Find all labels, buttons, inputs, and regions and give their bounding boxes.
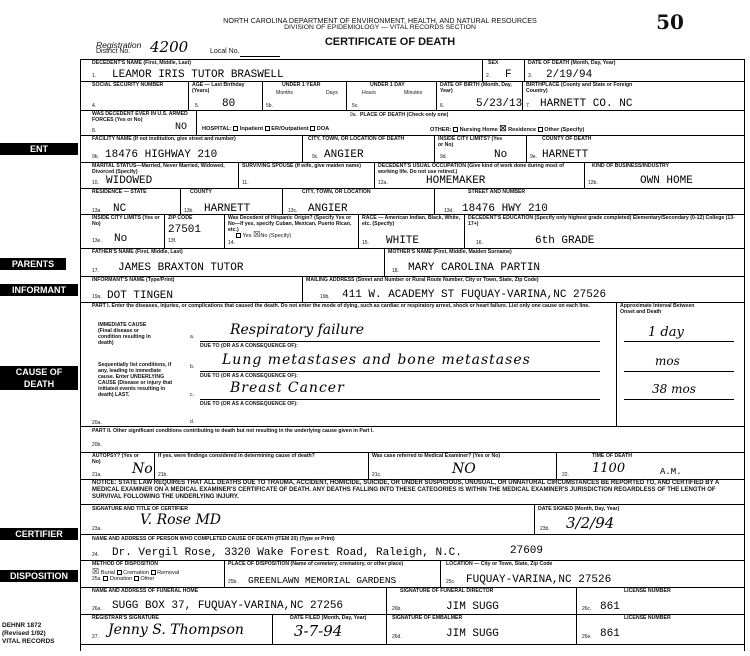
- armed-forces-label: WAS DECEDENT EVER IN U.S. ARMED FORCES (Yes or No): [92, 111, 188, 123]
- item-10-num: 10.: [92, 180, 99, 186]
- item-c-num: c.: [190, 392, 194, 398]
- race-label: RACE — American Indian, Black, White, etc. (Specify): [362, 215, 461, 227]
- education-label: DECEDENT'S EDUCATION (Specify only highest grade completed) Elementary/Secondary (0-12) College (13-17+): [468, 215, 735, 227]
- inside-city-res-value: No: [114, 233, 128, 245]
- item-2-num: 2.: [486, 73, 491, 79]
- license-value: 861: [600, 601, 620, 613]
- autopsy-value: No: [132, 461, 153, 477]
- time-of-death-label: TIME OF DEATH: [592, 453, 632, 459]
- doa-label: DOA: [316, 126, 330, 132]
- item-23b-num: 23b.: [540, 526, 550, 532]
- place-of-death-label: PLACE OF DEATH (Check only one): [360, 112, 449, 118]
- industry-value: OWN HOME: [640, 175, 693, 187]
- date-of-death: 2/19/94: [546, 69, 593, 81]
- item-16-num: 16.: [476, 240, 483, 246]
- item-24-num: 24.: [92, 552, 99, 558]
- method-label: METHOD OF DISPOSITION: [92, 561, 158, 567]
- license-label: LICENSE NUMBER: [624, 588, 671, 594]
- marital-label: MARITAL STATUS—Married, Never Married, Widowed, Divorced (Specify): [92, 163, 225, 175]
- hispanic-no-label: No: [260, 233, 268, 239]
- director-label: SIGNATURE OF FUNERAL DIRECTOR: [400, 588, 494, 594]
- zip-label: ZIP CODE: [168, 215, 193, 221]
- education-value: 6th GRADE: [535, 235, 595, 247]
- registration-label: Registration: [96, 40, 142, 50]
- date-filed: 3-7-94: [294, 622, 343, 640]
- agency-name: NORTH CAROLINA DEPARTMENT OF ENVIRONMENT, HEALTH, AND NATURAL RESOURCES: [223, 16, 537, 25]
- res-county-value: HARNETT: [204, 203, 251, 215]
- tab-parents: PARENTS: [0, 258, 66, 270]
- hispanic-yes-label: Yes: [242, 233, 252, 239]
- informant-address-label: MAILING ADDRESS (Street and Number or Rural Route Number, City or Town, State, Zip Code): [306, 277, 539, 283]
- item-22-num: 22.: [562, 472, 569, 478]
- birthplace-label: BIRTHPLACE (County and State or Foreign Country): [526, 82, 633, 94]
- other-disposition-label: Other: [140, 576, 155, 582]
- informant-name-label: INFORMANT'S NAME (Type/Print): [92, 277, 175, 283]
- sex-label: SEX: [488, 60, 499, 66]
- removal-label: Removal: [157, 570, 180, 576]
- cause-a-interval: 1 day: [648, 325, 684, 340]
- hispanic-options: [236, 232, 291, 239]
- inpatient-label: Inpatient: [239, 126, 264, 132]
- item-12a-num: 12a.: [378, 180, 388, 186]
- res-state-label: RESIDENCE — STATE: [92, 189, 147, 195]
- industry-label: KIND OF BUSINESS/INDUSTRY: [592, 163, 670, 169]
- father-value: JAMES BRAXTON TUTOR: [118, 262, 244, 274]
- item-5c-num: 5c.: [352, 103, 359, 109]
- occupation-value: HOMEMAKER: [426, 175, 486, 187]
- item-23a-num: 23a.: [92, 526, 102, 532]
- hours-label: Hours: [362, 90, 376, 96]
- res-city-label: CITY, TOWN, OR LOCATION: [302, 189, 371, 195]
- county-of-death-label: COUNTY OF DEATH: [542, 136, 592, 142]
- spouse-label: SURVIVING SPOUSE (If wife, give maiden name): [242, 163, 361, 169]
- part2-label: PART II. Other significant conditions contributing to death but not resulting in the underlying cause given in Part I.: [92, 428, 374, 434]
- age-value: 80: [222, 98, 236, 110]
- item-13d-num: 13d.: [444, 208, 454, 214]
- due-to-b: DUE TO (OR AS A CONSEQUENCE OF):: [200, 373, 298, 379]
- local-label: Local No.: [210, 48, 240, 55]
- other-specify-label: Other (Specify): [544, 127, 585, 133]
- item-b-num: b.: [190, 364, 195, 370]
- item-12b-num: 12b.: [588, 180, 598, 186]
- certifier-signature-label: SIGNATURE AND TITLE OF CERTIFIER: [92, 506, 188, 512]
- res-state-value: NC: [113, 203, 127, 215]
- birthplace-value: HARNETT CO. NC: [540, 98, 633, 110]
- district-label: District No.: [96, 48, 131, 55]
- tab-cause-text: CAUSE OF DEATH: [15, 367, 63, 389]
- nursing-home-checkbox[interactable]: [453, 127, 458, 132]
- item-9d-num: 9d.: [440, 154, 447, 160]
- cremation-checkbox[interactable]: [117, 570, 122, 575]
- registrar-label: REGISTRAR'S SIGNATURE: [92, 615, 159, 621]
- item-3-num: 3.: [528, 73, 533, 79]
- sex-value: F: [505, 69, 512, 81]
- er-label: ER/Outpatient: [271, 126, 309, 132]
- mother-label: MOTHER'S NAME (First, Middle, Maiden Surname): [388, 249, 512, 255]
- item-13b-num: 13b.: [184, 208, 194, 214]
- location-value: FUQUAY-VARINA,NC 27526: [466, 574, 612, 586]
- item-d-num: d.: [190, 419, 195, 425]
- due-to-c: DUE TO (OR AS A CONSEQUENCE OF):: [200, 401, 298, 407]
- item-11-num: 11.: [242, 180, 249, 186]
- street-label: STREET AND NUMBER: [468, 189, 526, 195]
- donation-checkbox[interactable]: [103, 576, 108, 581]
- informant-address: 411 W. ACADEMY ST FUQUAY-VARINA,NC 27526: [342, 289, 607, 301]
- immediate-cause-label: IMMEDIATE CAUSE (Final disease or condition resulting in death): [98, 322, 151, 346]
- er-checkbox[interactable]: [265, 126, 270, 131]
- certifier-signature: V. Rose MD: [140, 512, 222, 528]
- hispanic-yes-checkbox[interactable]: [236, 233, 241, 238]
- inside-city-value: No: [494, 149, 508, 161]
- item-9a-num: 9a.: [350, 112, 357, 118]
- item-8-num: 8.: [92, 128, 97, 134]
- months-label: Months: [276, 90, 294, 96]
- father-label: FATHER'S NAME (First, Middle, Last): [92, 249, 183, 255]
- item-9e-num: 9e.: [530, 154, 537, 160]
- method-options-2: 25a. Donation Other: [92, 576, 155, 582]
- item-7-num: 7.: [526, 103, 531, 109]
- race-value: WHITE: [386, 235, 420, 247]
- item-19b-num: 19b.: [320, 294, 330, 300]
- street-value: 18476 HWY 210: [462, 203, 548, 215]
- doa-checkbox[interactable]: [310, 126, 315, 131]
- findings-label: If yes, were findings considered in determining cause of death?: [158, 453, 315, 459]
- item-20b-num: 20b.: [92, 442, 102, 448]
- interval-label: Approximate Interval Between Onset and Death: [620, 303, 695, 315]
- inside-city-label: INSIDE CITY LIMITS? (Yes or No): [438, 136, 503, 148]
- item-19a-num: 19a.: [92, 294, 102, 300]
- cremation-label: Cremation: [123, 570, 149, 576]
- embalmer-label: SIGNATURE OF EMBALMER: [392, 615, 463, 621]
- sequential-label: Sequentially list conditions, if any, leading to immediate cause. Enter UNDERLYING CAUSE (Disease or injury that initiated events resulting in death) LAST.: [98, 362, 173, 398]
- under-1-year-label: UNDER 1 YEAR: [282, 82, 321, 88]
- item-6-num: 6.: [440, 103, 445, 109]
- me-label: Was case referred to Medical Examiner? (Yes or No): [372, 453, 501, 459]
- city-of-death-label: CITY, TOWN, OR LOCATION OF DEATH: [308, 136, 405, 142]
- time-suffix: A.M.: [660, 467, 682, 477]
- date-signed-label: DATE SIGNED (Month, Day, Year): [538, 506, 620, 512]
- residence-checkbox-checked[interactable]: ☒: [499, 124, 507, 133]
- place-label: PLACE OF DISPOSITION (Name of cemetery, crematory, or other place): [228, 561, 404, 567]
- burial-label: Burial: [100, 570, 116, 576]
- under-1-day-label: UNDER 1 DAY: [370, 82, 405, 88]
- dob-value: 5/23/13: [476, 98, 523, 110]
- name-address-value: Dr. Vergil Rose, 3320 Wake Forest Road, Raleigh, N.C.: [112, 547, 462, 559]
- cause-a: Respiratory failure: [230, 322, 365, 338]
- notice-text: NOTICE: STATE LAW REQUIRES THAT ALL DEATHS DUE TO TRAUMA, ACCIDENT, HOMICIDE, SUICIDE, OR UNDER SUSPICIOUS, UNUSUAL, OR UNNATURAL CIRCUMSTANCES BE REPORTED TO, AND CERTIFIED BY A MEDICAL EXAMINER ON A MEDICAL EXAMINER'S CERTIFICATE OF DEATH. ANY DEATHS FALLING INTO THESE CATEGORIES IS WITHIN THE MEDICAL EXAMINER'S JURISDICTION REGARDLESS OF THE LENGTH OF SURVIVAL FOLLOWING THE UNDERLYING INJURY.: [92, 480, 720, 500]
- due-to-a: DUE TO (OR AS A CONSEQUENCE OF):: [200, 343, 298, 349]
- tab-disposition: DISPOSITION: [0, 570, 78, 582]
- license2-value: 861: [600, 628, 620, 640]
- director-value: JIM SUGG: [446, 601, 499, 613]
- tab-cause-of-death: [0, 366, 78, 390]
- item-1-num: 1.: [92, 73, 97, 79]
- item-26c-num: 26c.: [582, 606, 592, 612]
- cause-b-interval: mos: [655, 354, 680, 368]
- item-26e-num: 26e.: [582, 634, 592, 640]
- item-13a-num: 13a.: [92, 208, 102, 214]
- embalmer-value: JIM SUGG: [446, 628, 499, 640]
- item-4-num: 4.: [92, 103, 97, 109]
- division-name: DIVISION OF EPIDEMIOLOGY — VITAL RECORDS SECTION: [284, 24, 476, 31]
- hospital-label: [202, 126, 329, 132]
- other-disposition-checkbox[interactable]: [134, 576, 139, 581]
- cause-c-interval: 38 mos: [652, 382, 696, 396]
- me-value: NO: [452, 461, 476, 477]
- form-vital: VITAL RECORDS: [2, 638, 55, 645]
- item-26d-num: 26d.: [392, 634, 402, 640]
- cause-c: Breast Cancer: [230, 380, 345, 396]
- tab-certifier: CERTIFIER: [0, 528, 78, 540]
- funeral-home-value: SUGG BOX 37, FUQUAY-VARINA,NC 27256: [112, 600, 344, 612]
- date-filed-label: DATE FILED (Month, Day, Year): [290, 615, 367, 621]
- mother-value: MARY CAROLINA PARTIN: [408, 262, 541, 274]
- hispanic-label: Was Decedent of Hispanic Origin? (Specify Yes or No—If yes, specify Cuban, Mexican, Puerto Rican, etc.): [228, 215, 352, 233]
- item-21b-num: 21b.: [158, 472, 168, 478]
- item-9b-num: 9b.: [92, 154, 99, 160]
- days-label: Days: [326, 90, 338, 96]
- time-of-death: 1100: [592, 461, 626, 476]
- marital-value: WIDOWED: [106, 175, 153, 187]
- item-14-num: 14.: [228, 240, 235, 246]
- facility-label: FACILITY NAME (If not institution, give street and number): [92, 136, 236, 142]
- item-5b-num: 5b.: [266, 103, 273, 109]
- name-address-label: NAME AND ADDRESS OF PERSON WHO COMPLETED CAUSE OF DEATH (ITEM 20) (Type or Print): [92, 536, 335, 542]
- item-9c-num: 9c.: [312, 154, 319, 160]
- decedent-name: LEAMOR IRIS TUTOR BRASWELL: [112, 69, 284, 81]
- occupation-label: DECEDENT'S USUAL OCCUPATION (Give kind of work done during most of working life. Do not use retired.): [378, 163, 564, 175]
- place-value: GREENLAWN MEMORIAL GARDENS: [248, 575, 397, 586]
- item-21c-num: 21c.: [372, 472, 382, 478]
- certificate-title: CERTIFICATE OF DEATH: [324, 36, 456, 48]
- item-20a-num: 20a.: [92, 420, 102, 426]
- page-number: 50: [656, 10, 684, 34]
- registrar-signature: Jenny S. Thompson: [108, 622, 244, 638]
- item-13c-num: 13c.: [288, 208, 298, 214]
- minutes-label: Minutes: [404, 90, 423, 96]
- license2-label: LICENSE NUMBER: [624, 615, 671, 621]
- other-text: OTHER:: [430, 127, 452, 133]
- autopsy-label: AUTOPSY? (Yes or No): [92, 453, 139, 465]
- removal-checkbox[interactable]: [151, 570, 156, 575]
- item-17-num: 17.: [92, 268, 99, 274]
- item-a-num: a.: [190, 334, 195, 340]
- item-25c-num: 25c.: [446, 579, 456, 585]
- registration-number: 4200: [150, 38, 189, 56]
- dob-label: DATE OF BIRTH (Month, Day, Year): [440, 82, 512, 94]
- donation-label: Donation: [109, 576, 133, 582]
- item-18-num: 18.: [392, 268, 399, 274]
- hispanic-no-checked[interactable]: ☒: [253, 230, 261, 239]
- other-place-label: [430, 126, 584, 133]
- item-5-num: 5.: [195, 103, 200, 109]
- location-label: LOCATION — City or Town, State, Zip Code: [446, 561, 553, 567]
- form-revised: (Revised 1/92): [2, 630, 46, 637]
- cause-b: Lung metastases and bone metastases: [222, 352, 531, 368]
- age-label: AGE — Last Birthday (Years): [192, 82, 245, 94]
- item-27-num: 27.: [92, 634, 99, 640]
- item-26b-num: 26b.: [392, 606, 402, 612]
- res-city-value: ANGIER: [308, 203, 348, 215]
- item-13f-num: 13f.: [168, 238, 177, 244]
- nursing-home-label: Nursing Home: [459, 127, 498, 133]
- inpatient-checkbox[interactable]: [233, 126, 238, 131]
- facility-value: 18476 HIGHWAY 210: [105, 149, 218, 161]
- form-id: DEHNR 1872: [2, 622, 42, 629]
- residence-label: Residence: [508, 127, 537, 133]
- city-of-death-value: ANGIER: [324, 149, 364, 161]
- item-15-num: 15.: [362, 240, 369, 246]
- county-of-death-value: HARNETT: [542, 149, 589, 161]
- tab-decedent: ENT: [0, 143, 78, 155]
- item-25b-num: 25b.: [228, 579, 238, 585]
- date-of-death-label: DATE OF DEATH (Month, Day, Year): [528, 60, 616, 66]
- burial-checked[interactable]: ☒: [92, 567, 100, 576]
- informant-name: DOT TINGEN: [107, 290, 174, 302]
- part1-label: PART I. Enter the diseases, injuries, or complications that caused the death. Do not enter the mode of dying, such as cardiac or respiratory arrest, shock or heart failure. List only one cause on each line.: [92, 303, 590, 309]
- other-specify-checkbox[interactable]: [538, 127, 543, 132]
- ssn-label: SOCIAL SECURITY NUMBER: [92, 82, 164, 88]
- inside-city-res-label: INSIDE CITY LIMITS (Yes or No): [92, 215, 160, 227]
- tab-informant: INFORMANT: [0, 284, 78, 296]
- armed-forces-value: NO: [175, 122, 188, 133]
- item-13e-num: 13e.: [92, 238, 102, 244]
- name-address-zip: 27609: [510, 545, 544, 557]
- item-26a-num: 26a.: [92, 606, 102, 612]
- funeral-home-label: NAME AND ADDRESS OF FUNERAL HOME: [92, 588, 199, 594]
- decedent-name-label: DECEDENT'S NAME (First, Middle, Last): [92, 60, 191, 66]
- hospital-text: HOSPITAL:: [202, 126, 232, 132]
- item-21a-num: 21a.: [92, 472, 102, 478]
- zip-value: 27501: [168, 224, 202, 236]
- date-signed: 3/2/94: [566, 514, 615, 532]
- hispanic-specify-label: (Specify): [269, 233, 292, 239]
- res-county-label: COUNTY: [190, 189, 212, 195]
